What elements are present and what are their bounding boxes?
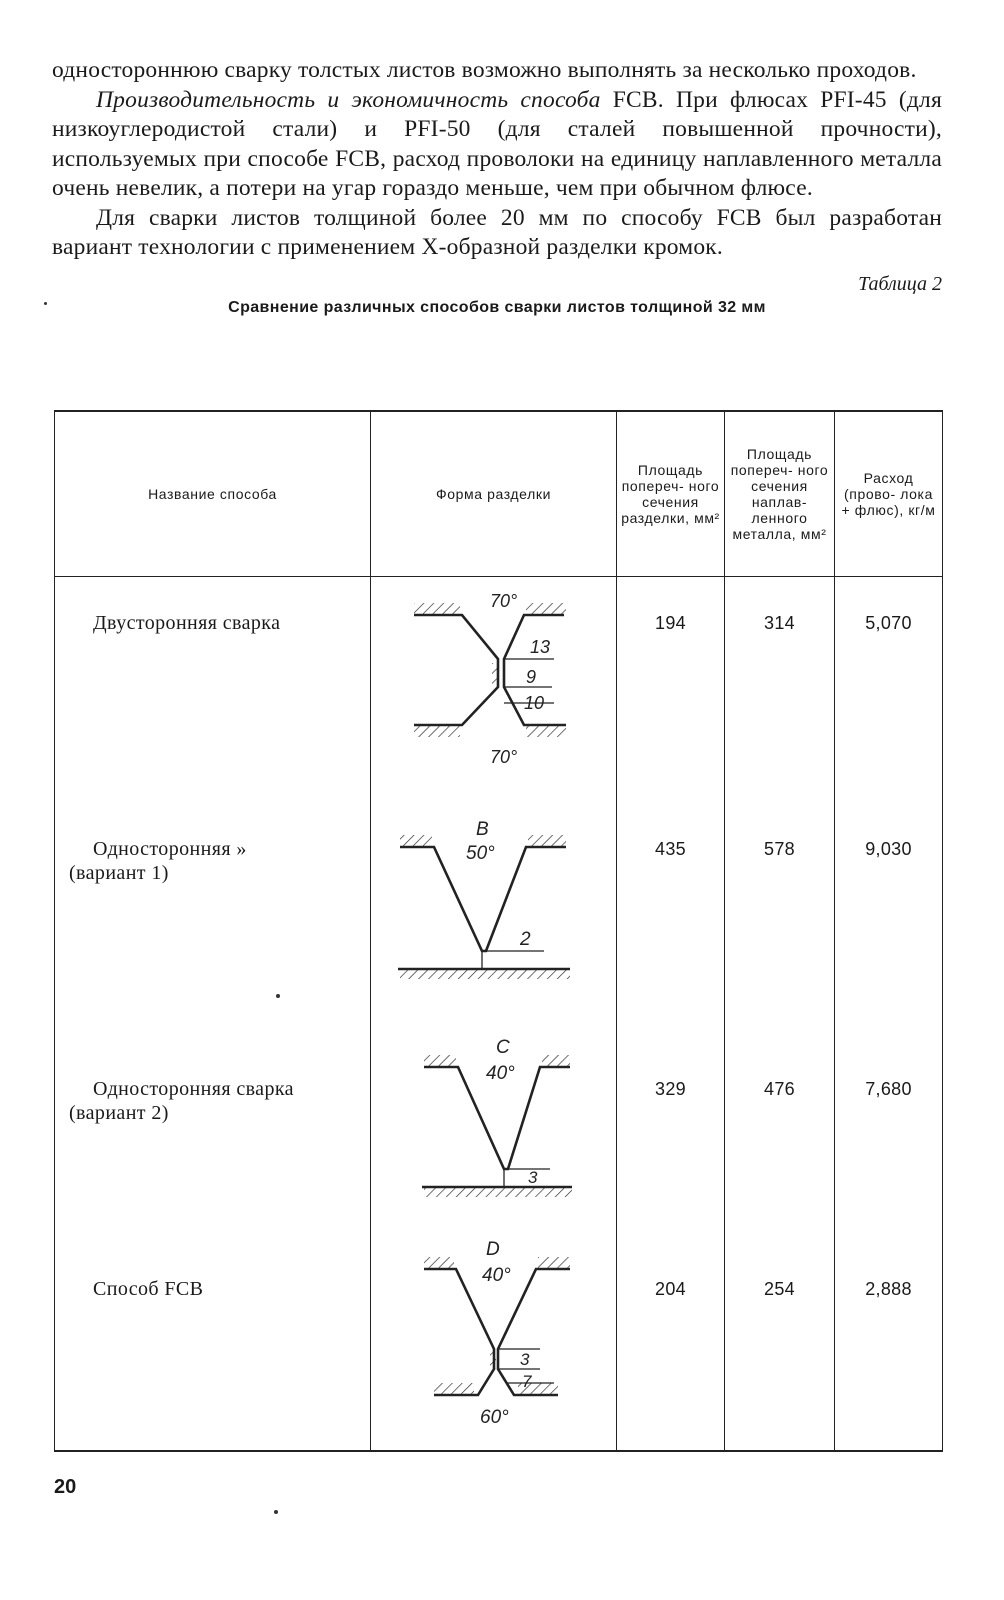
header-groove-area: Площадь попереч- ного сечения разделки, мм² bbox=[617, 411, 725, 577]
method-name-variant: (вариант 2) bbox=[69, 1101, 169, 1124]
groove-shape-v50 bbox=[371, 787, 617, 1027]
deposit-area-value: 476 bbox=[764, 1078, 795, 1099]
table-row bbox=[55, 577, 943, 787]
paragraph-2-italic: Производительность и экономичность способа bbox=[96, 86, 601, 113]
header-consumption: Расход (прово- лока + флюс), кг/м bbox=[835, 411, 943, 577]
table-caption: Сравнение различных способов сварки листов толщиной 32 мм bbox=[228, 298, 766, 316]
fcb-groove-diagram bbox=[394, 1233, 594, 1433]
dim-label: 3 bbox=[527, 1167, 537, 1187]
paragraph-3: Для сварки листов толщиной более 20 мм по способу FCB был разработан вариант технологии с применением Х-образной разделки кромок. bbox=[52, 204, 942, 260]
top-angle-label: 50° bbox=[465, 842, 495, 864]
groove-shape-v40 bbox=[371, 1027, 617, 1227]
bottom-angle-label: 70° bbox=[489, 747, 517, 767]
header-method-name: Название способа bbox=[55, 411, 371, 577]
dim-label: 9 bbox=[525, 667, 536, 687]
groove-shape-x bbox=[371, 577, 617, 787]
consumption-value: 5,070 bbox=[865, 613, 912, 633]
paragraph-2-rest: FCB. При флюсах PFI-45 (для низкоуглеродистой стали) и PFI-50 (для сталей повышенной прочности), используемых при способе FCB, расход проволоки на единицу наплавленного металла очень невелик, а потери на угар гораздо меньше, чем при обычном флюсе. bbox=[52, 86, 942, 201]
dim-label: 3 bbox=[519, 1349, 529, 1369]
dim-label: 2 bbox=[519, 928, 531, 950]
groove-area-value: 204 bbox=[655, 1278, 686, 1299]
groove-area-value: 329 bbox=[655, 1078, 686, 1099]
print-speck bbox=[276, 994, 280, 998]
deposit-area-value: 254 bbox=[764, 1278, 795, 1299]
print-speck bbox=[274, 1510, 278, 1514]
method-name-variant: (вариант 1) bbox=[69, 861, 169, 884]
page-body bbox=[52, 56, 942, 317]
paragraph-2 bbox=[52, 86, 942, 204]
consumption-value: 9,030 bbox=[865, 838, 912, 859]
groove-area-value: 194 bbox=[655, 613, 686, 633]
consumption-value: 7,680 bbox=[865, 1078, 912, 1099]
method-name: Односторонняя сварка bbox=[93, 1077, 294, 1100]
bottom-angle-label: 60° bbox=[479, 1406, 509, 1428]
table-row bbox=[55, 1227, 943, 1452]
v-groove-diagram bbox=[394, 1031, 594, 1211]
groove-shape-fcb bbox=[371, 1227, 617, 1452]
groove-letter: C bbox=[495, 1036, 510, 1058]
method-name: Односторонняя » bbox=[93, 837, 247, 860]
groove-letter: D bbox=[485, 1238, 500, 1260]
v-groove-diagram bbox=[394, 815, 594, 995]
dim-label: 10 bbox=[523, 693, 544, 713]
dim-label: 7 bbox=[521, 1371, 531, 1391]
consumption-value: 2,888 bbox=[865, 1278, 912, 1299]
deposit-area-value: 578 bbox=[764, 838, 795, 859]
top-angle-label: 40° bbox=[485, 1062, 515, 1084]
dim-label: 13 bbox=[529, 637, 550, 657]
deposit-area-value: 314 bbox=[764, 613, 795, 633]
method-name: Способ FCB bbox=[93, 1277, 204, 1300]
comparison-table bbox=[54, 410, 943, 1452]
method-name: Двусторонняя сварка bbox=[93, 612, 281, 634]
table-label: Таблица 2 bbox=[858, 272, 942, 295]
table-header-row bbox=[55, 411, 943, 577]
header-groove-shape: Форма разделки bbox=[371, 411, 617, 577]
top-angle-label: 40° bbox=[481, 1264, 511, 1286]
print-speck bbox=[44, 302, 47, 305]
x-groove-diagram bbox=[394, 583, 594, 783]
top-angle-label: 70° bbox=[489, 591, 517, 611]
table-row bbox=[55, 1027, 943, 1227]
header-deposit-area: Площадь попереч- ного сечения наплав- ленного металла, мм² bbox=[725, 411, 835, 577]
groove-area-value: 435 bbox=[655, 838, 686, 859]
groove-letter: B bbox=[475, 818, 489, 840]
paragraph-1: одностороннюю сварку толстых листов возможно выполнять за несколько проходов. bbox=[52, 57, 917, 83]
page-number: 20 bbox=[54, 1476, 77, 1498]
table-row bbox=[55, 787, 943, 1027]
